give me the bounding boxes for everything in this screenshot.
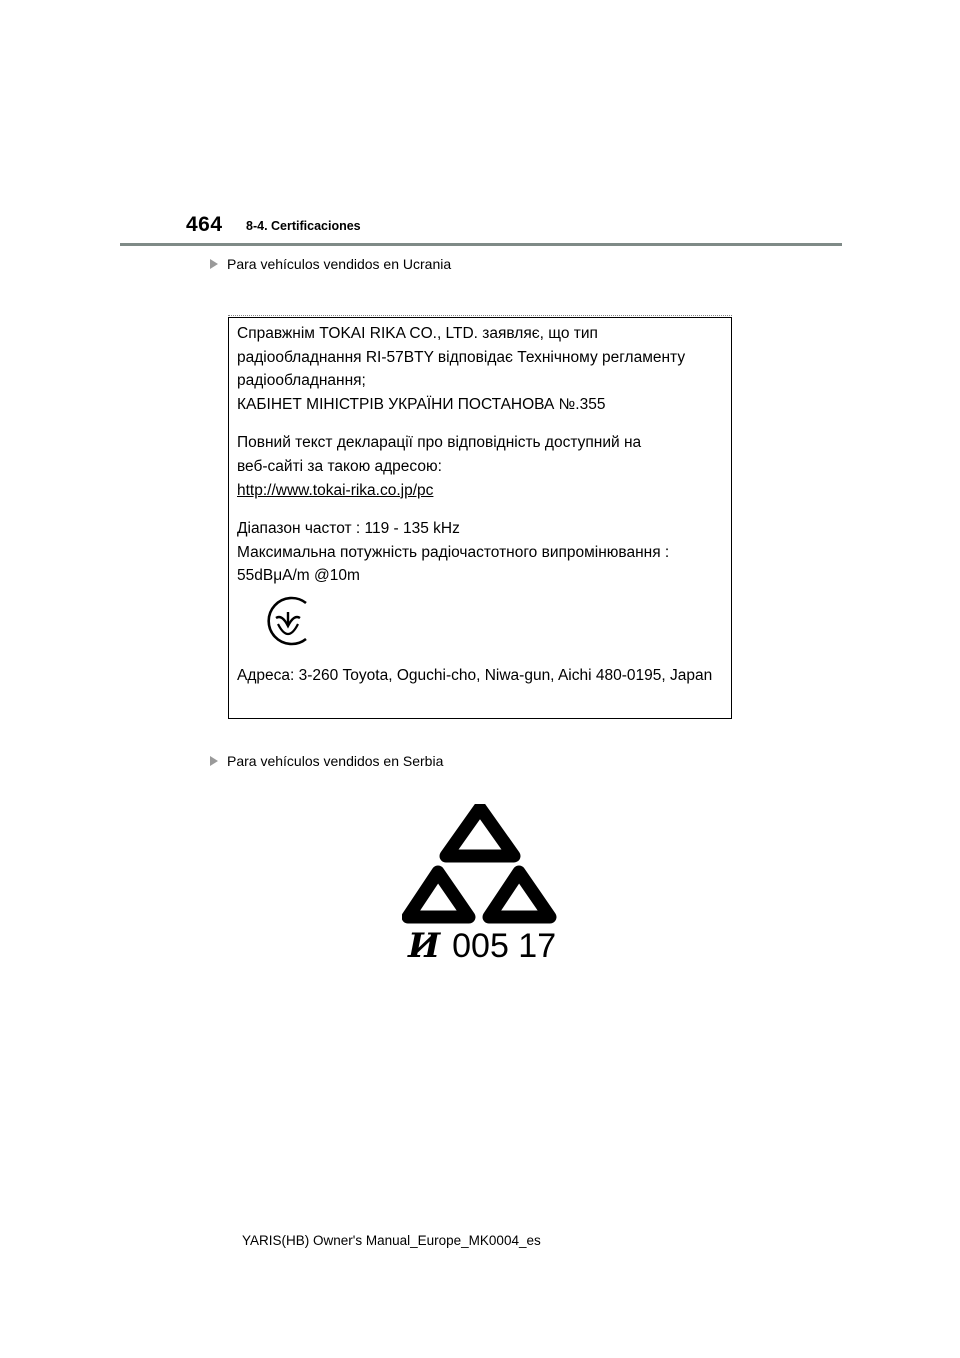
page-number: 464 [186,213,223,236]
declaration-line: Діапазон частот : 119 - 135 kHz [237,520,460,538]
footer-manual-id: YARIS(HB) Owner's Manual_Europe_MK0004_es [242,1233,541,1248]
serbia-code-letter: И [408,926,441,966]
section-title: 8-4. Certificaciones [246,219,361,233]
bullet-serbia-label: Para vehículos vendidos en Serbia [227,753,444,769]
declaration-line: радіообладнання RI-57BTY відповідає Технічному регламенту [237,348,686,366]
ukraine-declaration-box [228,317,732,719]
bullet-serbia [210,753,443,769]
bullet-triangle-icon [210,259,218,269]
bullet-ukraine [210,256,451,272]
declaration-address: Адреса: 3-260 Toyota, Oguchi-cho, Niwa-gun, Aichi 480-0195, Japan [237,666,713,684]
bullet-triangle-icon [210,756,218,766]
declaration-line: 55dBμA/m @10m [237,567,360,585]
declaration-line: радіообладнання; [237,372,366,390]
serbia-code-number: 005 17 [452,927,557,965]
declaration-line: КАБІНЕТ МІНІСТРІВ УКРАЇНИ ПОСТАНОВА №.355 [237,395,606,413]
declaration-line: Повний текст декларації про відповідність доступний на [237,434,642,452]
declaration-line: веб-сайті за такою адресою: [237,457,442,475]
declaration-line: Справжнім TOKAI RIKA CO., LTD. заявляє, що тип [237,325,598,342]
declaration-line: Максимальна потужність радіочастотного випромінювання : [237,543,670,561]
ukraine-conformity-mark-icon [261,594,315,648]
bullet-ukraine-label: Para vehículos vendidos en Ucrania [227,256,452,272]
declaration-url-link[interactable]: http://www.tokai-rika.co.jp/pc [237,481,434,499]
header-divider [120,243,842,246]
serbia-certification-code [408,926,556,966]
